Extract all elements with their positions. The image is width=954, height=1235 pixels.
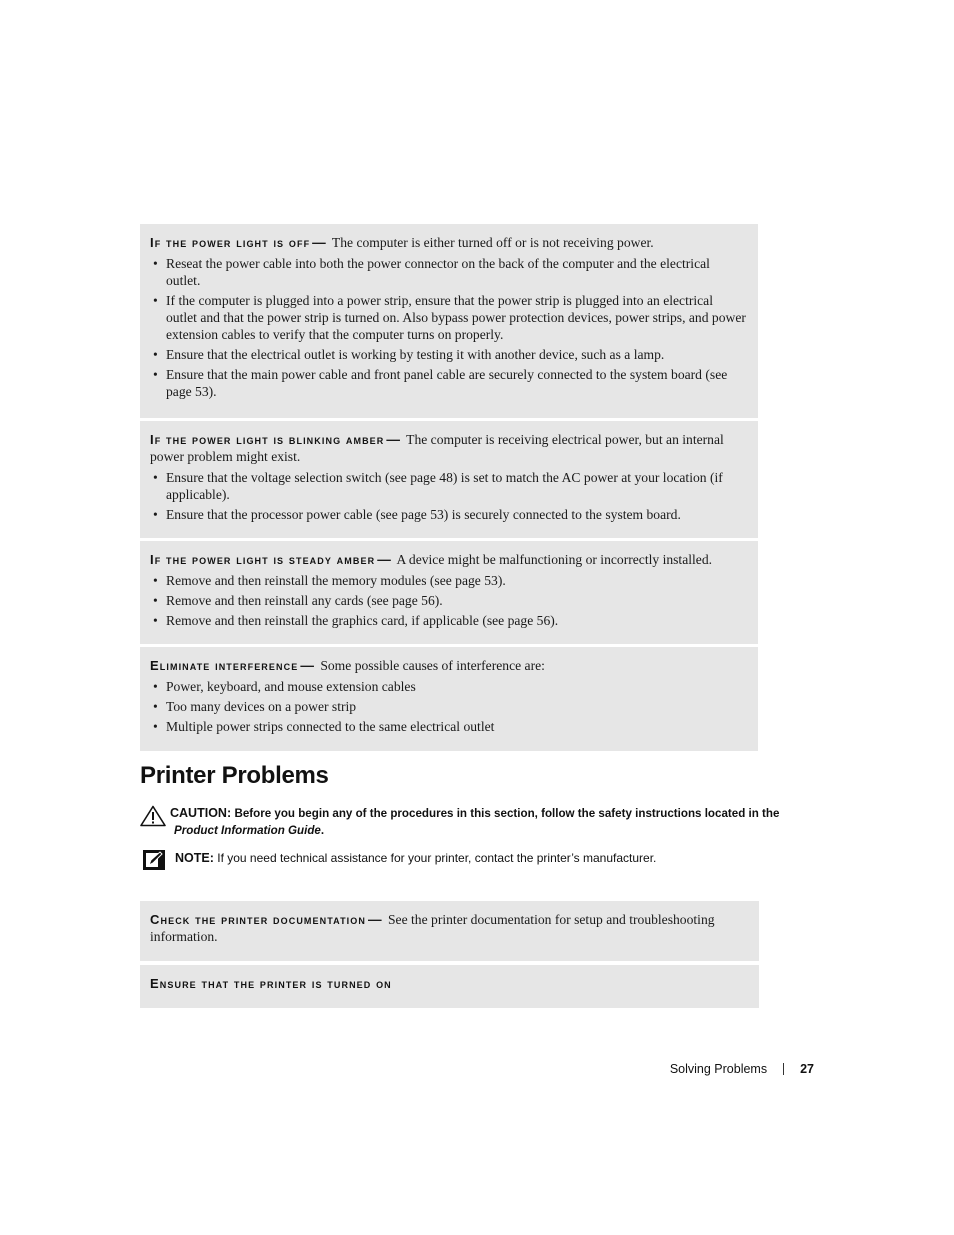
section-heading: Eliminate interference (150, 658, 299, 673)
list-item: • Remove and then reinstall any cards (see page 56). (150, 592, 746, 609)
check-printer-documentation-section (140, 901, 759, 961)
eliminate-interference-section (140, 647, 758, 751)
section-intro: The computer is either turned off or is not receiving power. (331, 235, 654, 250)
footer-divider (783, 1063, 784, 1075)
section-intro: A device might be malfunctioning or incorrectly installed. (396, 552, 713, 567)
section-heading: If the power light is blinking amber (150, 432, 385, 447)
power-off-section (140, 224, 758, 418)
page-title: Printer Problems (140, 762, 329, 789)
list-item: • Too many devices on a power strip (150, 698, 746, 715)
ensure-printer-on-section (140, 965, 759, 1008)
list-item: • If the computer is plugged into a power strip, ensure that the power strip is plugged into an electrical outlet and that the power strip is turned on. Also bypass power protection devices, power strips, and power extension cables to verify that the computer turns on properly. (150, 292, 746, 343)
note-text: If you need technical assistance for your printer, contact the printer’s manufacturer. (217, 851, 657, 865)
list-item: • Reseat the power cable into both the power connector on the back of the computer and the electrical outlet. (150, 255, 746, 289)
section-intro: The computer is receiving electrical power, but an internal power problem might exist. (150, 432, 724, 464)
list-item: • Remove and then reinstall the graphics card, if applicable (see page 56). (150, 612, 746, 629)
section-heading-row (150, 975, 747, 992)
bullet-list (150, 572, 746, 629)
bullet-list (150, 678, 746, 735)
list-item: • Ensure that the voltage selection switch (see page 48) is set to match the AC power at your location (if applicable). (150, 469, 746, 503)
list-item: • Ensure that the processor power cable (see page 53) is securely connected to the system board. (150, 506, 746, 523)
list-item: • Ensure that the electrical outlet is working by testing it with another device, such as a lamp. (150, 346, 746, 363)
section-heading-row: If the power light is steady amber — A device might be malfunctioning or incorrectly installed. (150, 552, 713, 567)
power-blinking-amber-section (140, 421, 758, 538)
caution-notice: CAUTION: Before you begin any of the procedures in this section, follow the safety instructions located in the Product Information Guide. (140, 805, 810, 839)
bullet-list (150, 255, 746, 400)
list-item: • Multiple power strips connected to the same electrical outlet (150, 718, 746, 735)
list-item: • Power, keyboard, and mouse extension cables (150, 678, 746, 695)
section-heading: Check the printer documentation (150, 912, 366, 927)
power-steady-amber-section (140, 541, 758, 644)
section-heading-row: If the power light is blinking amber — The computer is receiving electrical power, but an internal power problem might exist. (150, 432, 724, 464)
section-heading-row: Eliminate interference — Some possible causes of interference are: (150, 658, 545, 673)
section-heading: If the power light is off (150, 235, 311, 250)
bullet-list (150, 469, 746, 523)
caution-guide-title: Product Information Guide (174, 824, 321, 837)
section-heading-row: If the power light is off — The computer is either turned off or is not receiving power. (150, 235, 654, 250)
section-heading: Ensure that the printer is turned on (150, 976, 392, 991)
warning-triangle-icon (140, 805, 166, 832)
section-intro: See the printer documentation for setup and troubleshooting information. (150, 912, 715, 944)
caution-text: Before you begin any of the procedures in this section, follow the safety instructions located in the (234, 807, 780, 820)
note-pencil-icon (143, 850, 165, 875)
page-footer (560, 1062, 814, 1076)
section-heading-row: Check the printer documentation — See the printer documentation for setup and troubleshooting information. (150, 912, 715, 944)
note-notice (143, 850, 813, 867)
section-intro: Some possible causes of interference are: (320, 658, 545, 673)
caution-label: CAUTION: (170, 806, 232, 820)
section-heading: If the power light is steady amber (150, 552, 376, 567)
list-item: • Ensure that the main power cable and front panel cable are securely connected to the system board (see page 53). (150, 366, 746, 400)
note-label: NOTE: (175, 851, 214, 865)
footer-chapter: Solving Problems (669, 1062, 768, 1076)
page-number: 27 (800, 1062, 814, 1076)
list-item: • Remove and then reinstall the memory modules (see page 53). (150, 572, 746, 589)
